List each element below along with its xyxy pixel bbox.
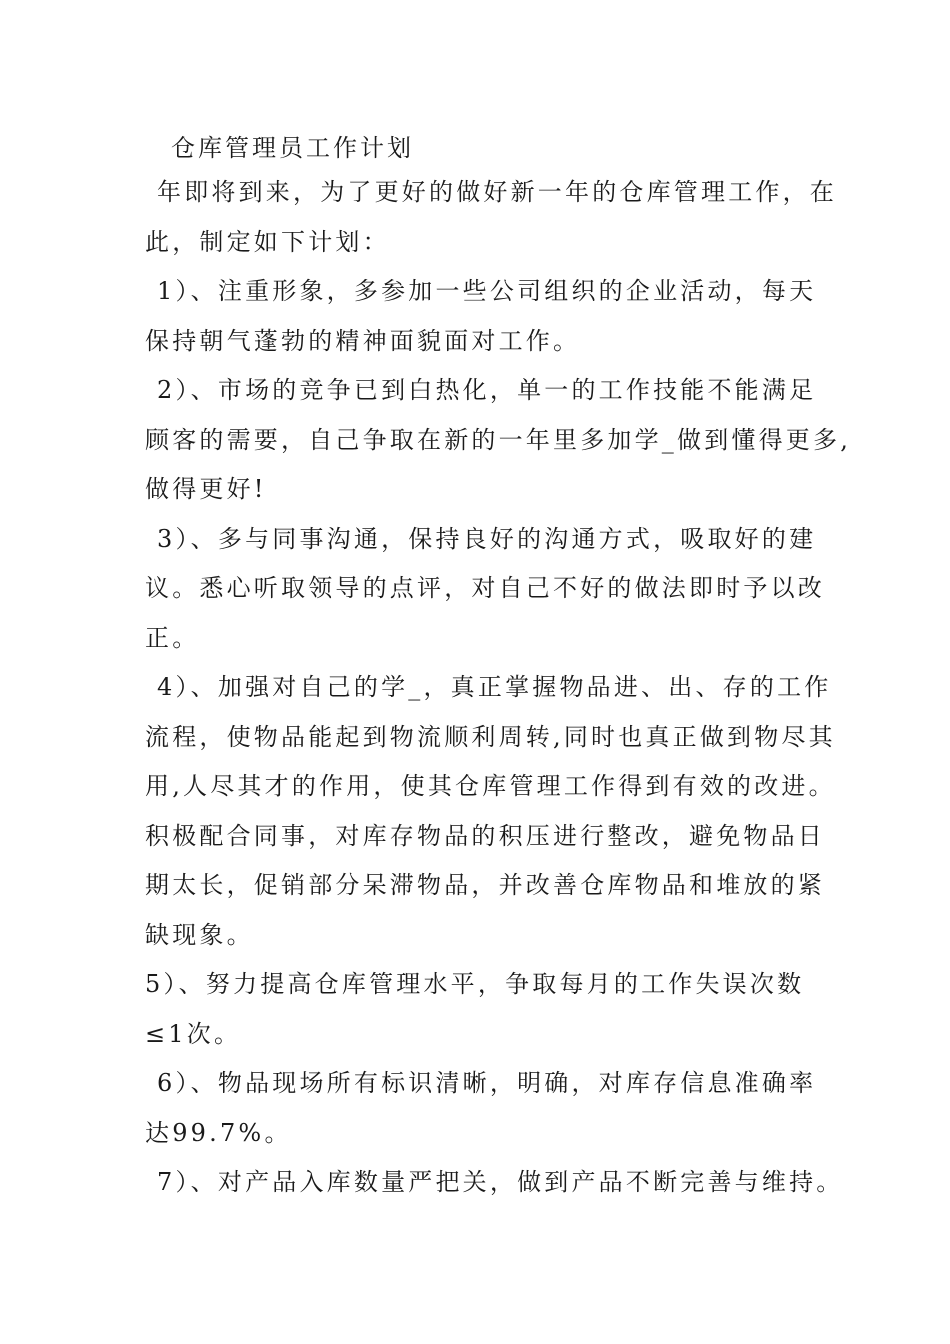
text-line: 此，制定如下计划： (145, 227, 390, 256)
text-line: 顾客的需要，自己争取在新的一年里多加学_做到懂得更多, (145, 425, 852, 454)
intro-paragraph (145, 168, 835, 267)
document-page (145, 128, 852, 1208)
plan-item-5 (145, 960, 835, 1059)
text-line: 年即将到来，为了更好的做好新一年的仓库管理工作，在 (157, 178, 837, 206)
text-line: 3）、多与同事沟通，保持良好的沟通方式，吸取好的建 (157, 524, 817, 553)
text-line: 达99.7%。 (145, 1118, 292, 1147)
text-line: 保持朝气蓬勃的精神面貌面对工作。 (145, 326, 581, 355)
plan-item-7 (145, 1158, 844, 1208)
text-line: 议。悉心听取领导的点评，对自己不好的做法即时予以改 (145, 574, 825, 602)
text-line: 4）、加强对自己的学_，真正掌握物品进、出、存的工作 (157, 673, 832, 701)
text-line: 积极配合同事，对库存物品的积压进行整改，避免物品日 (145, 821, 825, 850)
text-line: 7）、对产品入库数量严把关，做到产品不断完善与维持。 (157, 1168, 844, 1196)
text-line: 5）、努力提高仓库管理水平，争取每月的工作失误次数 (145, 970, 805, 998)
text-line: 缺现象。 (145, 920, 254, 949)
text-line: ≤1次。 (145, 1019, 242, 1048)
plan-item-2 (145, 366, 852, 515)
plan-item-4 (145, 663, 835, 960)
text-line: 正。 (145, 623, 200, 652)
plan-item-3 (145, 515, 835, 664)
plan-item-1 (145, 267, 835, 366)
plan-item-6 (145, 1059, 835, 1158)
text-line: 6）、物品现场所有标识清晰，明确，对库存信息准确率 (157, 1069, 817, 1097)
text-line: 流程，使物品能起到物流顺利周转,同时也真正做到物尽其 (145, 722, 836, 751)
document-title: 仓库管理员工作计划 (171, 134, 414, 162)
text-line: 2）、市场的竞争已到白热化，单一的工作技能不能满足 (157, 376, 817, 404)
text-line: 用,人尽其才的作用，使其仓库管理工作得到有效的改进。 (145, 772, 836, 800)
text-line: 1）、注重形象，多参加一些公司组织的企业活动，每天 (157, 277, 817, 305)
text-line: 做得更好! (145, 475, 267, 503)
text-line: 期太长，促销部分呆滞物品，并改善仓库物品和堆放的紧 (145, 871, 825, 899)
